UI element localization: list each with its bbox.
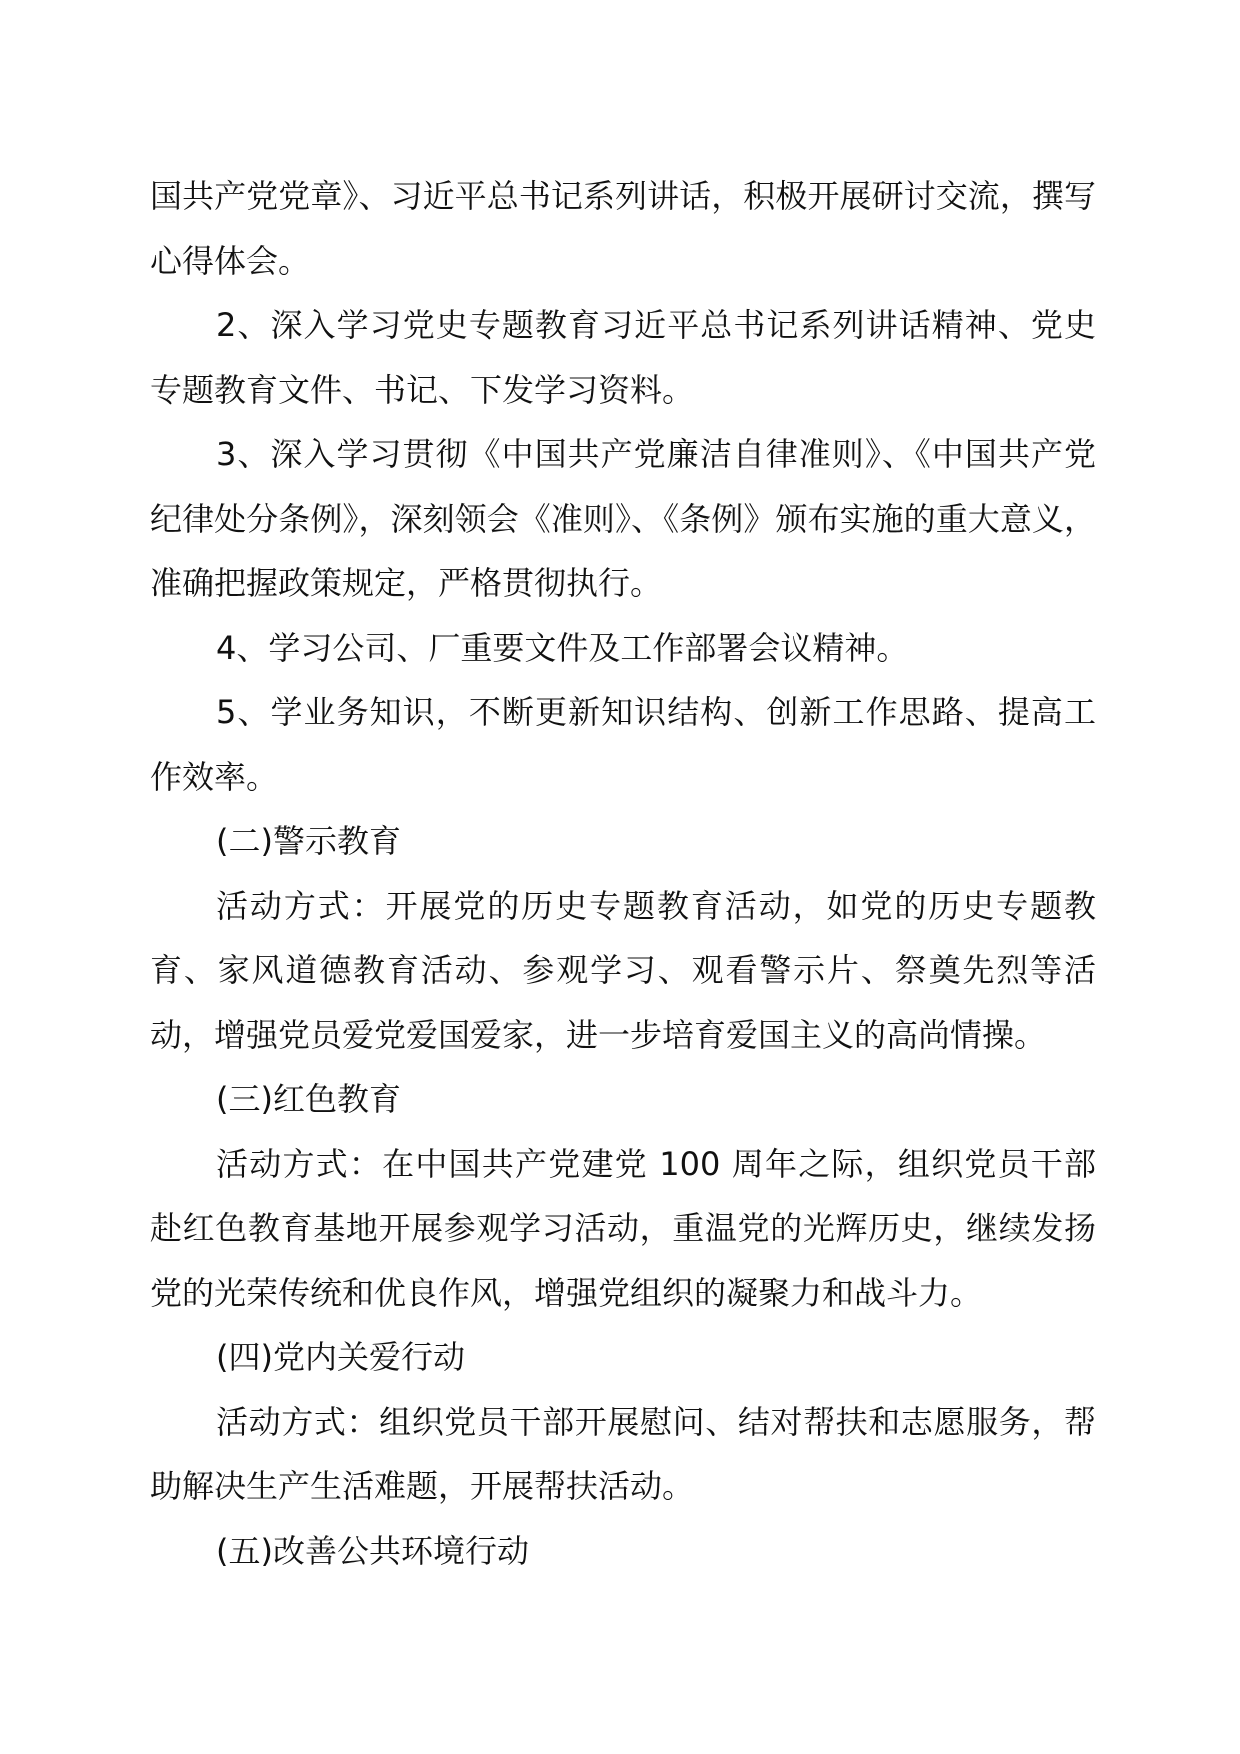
section-heading-warning-education: (二)警示教育 [216,822,401,860]
section-heading-care-action: (四)党内关爱行动 [216,1338,465,1376]
paragraph-item-3: 3、深入学习贯彻《中国共产党廉洁自律准则》、《中国共产党纪律处分条例》，深刻领会《准则》、《条例》颁布实施的重大意义，准确把握政策规定，严格贯彻执行。 [150,435,1096,602]
paragraph-item-2: 2、深入学习党史专题教育习近平总书记系列讲话精神、党史专题教育文件、书记、下发学习资料。 [150,306,1096,409]
document-body [150,164,1096,1583]
paragraph-warning-education-activity: 活动方式：开展党的历史专题教育活动，如党的历史专题教育、家风道德教育活动、参观学习、观看警示片、祭奠先烈等活动，增强党员爱党爱国爱家，进一步培育爱国主义的高尚情操。 [150,886,1096,1054]
paragraph-continuation: 国共产党党章》、习近平总书记系列讲话，积极开展研讨交流，撰写心得体会。 [150,177,1096,280]
paragraph-care-action-activity: 活动方式：组织党员干部开展慰问、结对帮扶和志愿服务，帮助解决生产生活难题，开展帮扶活动。 [150,1402,1096,1505]
paragraph-item-5: 5、学业务知识，不断更新知识结构、创新工作思路、提高工作效率。 [150,693,1096,796]
section-heading-red-education: (三)红色教育 [216,1080,401,1118]
paragraph-item-4: 4、学习公司、厂重要文件及工作部署会议精神。 [216,628,909,667]
paragraph-red-education-activity: 活动方式：在中国共产党建党 100 周年之际，组织党员干部赴红色教育基地开展参观学习活动，重温党的光辉历史，继续发扬党的光荣传统和优良作风，增强党组织的凝聚力和战斗力。 [150,1144,1096,1312]
section-heading-public-environment: (五)改善公共环境行动 [216,1531,529,1570]
